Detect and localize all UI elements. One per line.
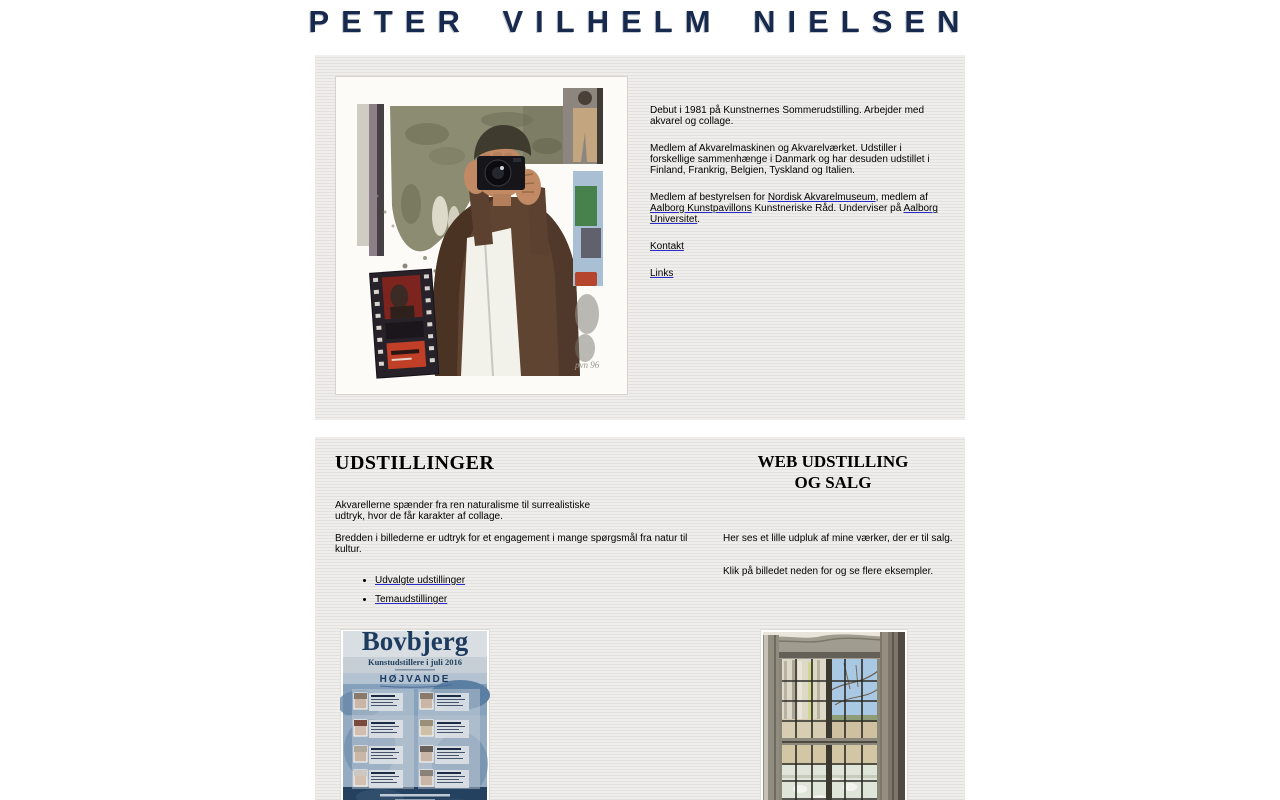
kontakt-link[interactable]: Kontakt bbox=[650, 241, 684, 252]
bovbjerg-poster-svg bbox=[340, 629, 490, 800]
camera bbox=[477, 156, 525, 190]
lower-section bbox=[315, 437, 965, 800]
udstillinger-heading: UDSTILLINGER bbox=[335, 452, 495, 474]
list-item bbox=[375, 594, 465, 605]
kontakt-row bbox=[650, 241, 946, 252]
window-watercolor-svg bbox=[760, 629, 908, 800]
bestyrelse-text-4: . bbox=[697, 214, 701, 225]
udstillinger-paragraph-2: Bredden i billederne er udtryk for et engagement i mange spørgsmål fra natur til kultur. bbox=[335, 533, 688, 555]
exhibit-link-list bbox=[343, 575, 465, 613]
temaudstillinger-link[interactable]: Temaudstillinger bbox=[375, 594, 448, 605]
intro-paragraph-medlem: Medlem af Akvarelmaskinen og Akvarelværket. Udstiller i forskellige sammenhænge i Danmark og har desuden udstillet i Finland, Frankrig, Belgien, Tyskland og Italien. bbox=[650, 143, 930, 176]
web-udstilling-paragraph-2: Klik på billedet neden for og se flere eksempler. bbox=[723, 566, 934, 577]
links-row bbox=[650, 268, 946, 279]
page-title: PETER VILHELM NIELSEN bbox=[308, 4, 972, 39]
bestyrelse-text-2: , medlem af bbox=[875, 192, 928, 203]
window-center-mullion bbox=[826, 659, 832, 800]
poster-theme: HØJVANDE bbox=[379, 674, 451, 685]
intro-paragraph-debut: Debut i 1981 på Kunstnernes Sommerudstilling. Arbejder med akvarel og collage. bbox=[650, 105, 925, 127]
aalborg-universitet-link[interactable]: Aalborg Universitet bbox=[650, 203, 938, 225]
links-link[interactable]: Links bbox=[650, 268, 674, 279]
udvalgte-udstillinger-link[interactable]: Udvalgte udstillinger bbox=[375, 575, 466, 586]
bestyrelse-text-1: Medlem af bestyrelsen for bbox=[650, 192, 768, 203]
nordisk-akvarelmuseum-link[interactable]: Nordisk Akvarelmuseum bbox=[767, 192, 876, 203]
poster-title: Bovbjerg bbox=[361, 629, 469, 656]
portrait-signature: pvn 96 bbox=[575, 360, 600, 370]
self-portrait-image bbox=[335, 76, 628, 395]
intro-paragraph-bestyrelse bbox=[650, 192, 946, 225]
bovbjerg-poster-image[interactable] bbox=[340, 629, 490, 800]
web-udstilling-heading-line2: OG SALG bbox=[794, 473, 872, 492]
web-udstilling-heading-line1: WEB UDSTILLING bbox=[757, 452, 909, 471]
intro-text-block bbox=[650, 105, 946, 295]
self-portrait-svg bbox=[335, 76, 628, 395]
bestyrelse-text-3: Kunstneriske Råd. Underviser på bbox=[751, 203, 904, 214]
film-strip bbox=[370, 269, 439, 378]
portrait-left-doorframe bbox=[357, 104, 384, 256]
poster-subtitle: Kunstudstillere i juli 2016 bbox=[367, 657, 463, 667]
web-udstilling-heading bbox=[700, 451, 965, 493]
udstillinger-paragraph-1: Akvarellerne spænder fra ren naturalisme til surrealistiske udtryk, hvor de får karakter af collage. bbox=[335, 500, 591, 522]
window-watercolor-image[interactable] bbox=[760, 629, 908, 800]
list-item bbox=[375, 575, 465, 586]
web-udstilling-paragraph-1: Her ses et lille udpluk af mine værker, der er til salg. bbox=[723, 533, 953, 544]
aalborg-kunstpavillon-link[interactable]: Aalborg Kunstpavillons bbox=[650, 203, 752, 214]
intro-section bbox=[315, 55, 965, 420]
